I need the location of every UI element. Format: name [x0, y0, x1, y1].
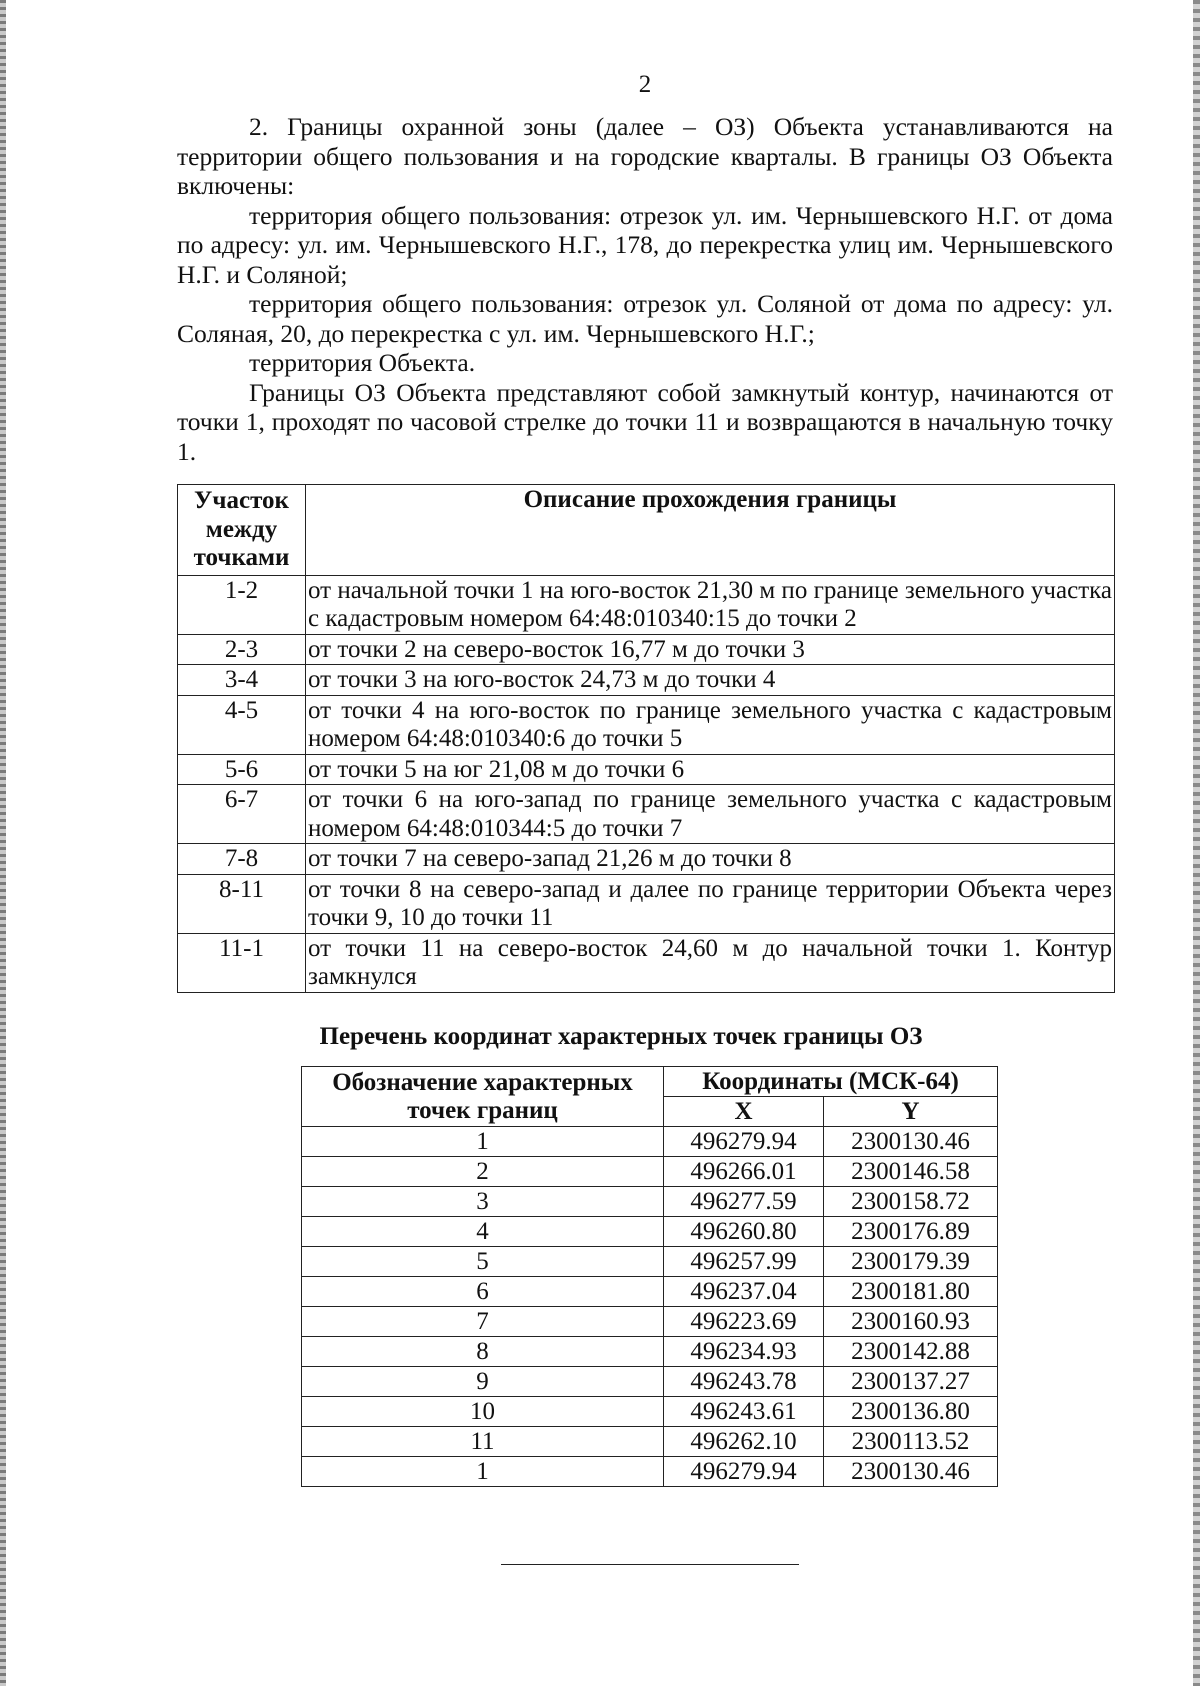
- segment-cell: 7-8: [178, 844, 306, 875]
- x-cell: 496279.94: [664, 1457, 824, 1487]
- table-row: [178, 754, 1115, 785]
- table-header-row: [178, 485, 1115, 576]
- segment-cell: 8-11: [178, 874, 306, 933]
- x-cell: 496262.10: [664, 1427, 824, 1457]
- scan-edge-right: [1193, 0, 1200, 1686]
- description-cell: от точки 7 на северо-запад 21,26 м до точки 8: [306, 844, 1115, 875]
- table-row: [302, 1157, 998, 1187]
- point-cell: 6: [302, 1277, 664, 1307]
- x-cell: 496237.04: [664, 1277, 824, 1307]
- coords-header-row: [302, 1067, 998, 1097]
- y-cell: 2300142.88: [824, 1337, 998, 1367]
- point-cell: 2: [302, 1157, 664, 1187]
- page-number: 2: [638, 71, 652, 98]
- y-cell: 2300160.93: [824, 1307, 998, 1337]
- point-cell: 7: [302, 1307, 664, 1337]
- header-segment: [178, 485, 306, 576]
- table-row: [178, 785, 1115, 844]
- paragraph: Границы ОЗ Объекта представляют собой замкнутый контур, начинаются от точки 1, проходят по часовой стрелке до точки 11 и возвращаются в начальную точку 1.: [177, 377, 1113, 466]
- header-x: X: [664, 1097, 824, 1127]
- end-divider-line: [501, 1564, 799, 1565]
- paragraph: 2. Границы охранной зоны (далее – ОЗ) Объекта устанавливаются на территории общего пользования и на городские кварталы. В границы ОЗ Объекта включены:: [177, 112, 1113, 200]
- point-cell: 10: [302, 1397, 664, 1427]
- description-cell: от точки 11 на северо-восток 24,60 м до начальной точки 1. Контур замкнулся: [306, 933, 1115, 992]
- table-row: [302, 1427, 998, 1457]
- header-segment-label: Участок между точками: [193, 487, 290, 571]
- y-cell: 2300130.46: [824, 1457, 998, 1487]
- description-cell: от точки 8 на северо-запад и далее по границе территории Объекта через точки 9, 10 до точки 11: [306, 874, 1115, 933]
- segment-cell: 11-1: [178, 933, 306, 992]
- x-cell: 496223.69: [664, 1307, 824, 1337]
- x-cell: 496266.01: [664, 1157, 824, 1187]
- x-cell: 496279.94: [664, 1127, 824, 1157]
- x-cell: 496243.78: [664, 1367, 824, 1397]
- scan-edge-left: [0, 0, 6, 1686]
- table-row: [178, 665, 1115, 696]
- y-cell: 2300176.89: [824, 1217, 998, 1247]
- segment-cell: 3-4: [178, 665, 306, 696]
- point-cell: 3: [302, 1187, 664, 1217]
- header-coordinates: Координаты (МСК-64): [664, 1067, 998, 1097]
- x-cell: 496277.59: [664, 1187, 824, 1217]
- y-cell: 2300181.80: [824, 1277, 998, 1307]
- table-row: [178, 933, 1115, 992]
- table-row: [302, 1247, 998, 1277]
- description-cell: от точки 2 на северо-восток 16,77 м до точки 3: [306, 634, 1115, 665]
- table-row: [302, 1187, 998, 1217]
- coords-rows: [302, 1127, 998, 1487]
- table-row: [302, 1277, 998, 1307]
- segment-cell: 5-6: [178, 754, 306, 785]
- table-row: [178, 634, 1115, 665]
- table-row: [302, 1457, 998, 1487]
- table-row: [302, 1307, 998, 1337]
- description-cell: от точки 5 на юг 21,08 м до точки 6: [306, 754, 1115, 785]
- segment-cell: 6-7: [178, 785, 306, 844]
- description-cell: от начальной точки 1 на юго-восток 21,30 м по границе земельного участка с кадастровым номером 64:48:010340:15 до точки 2: [306, 575, 1115, 634]
- table-row: [178, 874, 1115, 933]
- point-cell: 9: [302, 1367, 664, 1397]
- table-row: [302, 1337, 998, 1367]
- table-row: [302, 1127, 998, 1157]
- segment-cell: 1-2: [178, 575, 306, 634]
- header-y: Y: [824, 1097, 998, 1127]
- table-row: [302, 1367, 998, 1397]
- y-cell: 2300136.80: [824, 1397, 998, 1427]
- segment-cell: 4-5: [178, 695, 306, 754]
- coordinates-table: [301, 1066, 998, 1487]
- x-cell: 496257.99: [664, 1247, 824, 1277]
- y-cell: 2300113.52: [824, 1427, 998, 1457]
- y-cell: 2300179.39: [824, 1247, 998, 1277]
- x-cell: 496260.80: [664, 1217, 824, 1247]
- description-cell: от точки 4 на юго-восток по границе земельного участка с кадастровым номером 64:48:010340:6 до точки 5: [306, 695, 1115, 754]
- y-cell: 2300130.46: [824, 1127, 998, 1157]
- x-cell: 496243.61: [664, 1397, 824, 1427]
- table-row: [302, 1397, 998, 1427]
- body-text: [177, 112, 1113, 466]
- table-row: [178, 844, 1115, 875]
- header-description-label: Описание прохождения границы: [523, 486, 897, 513]
- y-cell: 2300137.27: [824, 1367, 998, 1397]
- table-row: [178, 575, 1115, 634]
- y-cell: 2300158.72: [824, 1187, 998, 1217]
- header-point-designation: Обозначение характерных точек границ: [302, 1067, 664, 1127]
- description-cell: от точки 6 на юго-запад по границе земельного участка с кадастровым номером 64:48:010344:5 до точки 7: [306, 785, 1115, 844]
- boundary-rows: [178, 575, 1115, 992]
- segment-cell: 2-3: [178, 634, 306, 665]
- boundary-description-table: [177, 484, 1115, 993]
- point-cell: 4: [302, 1217, 664, 1247]
- x-cell: 496234.93: [664, 1337, 824, 1367]
- point-cell: 11: [302, 1427, 664, 1457]
- point-cell: 1: [302, 1127, 664, 1157]
- point-cell: 8: [302, 1337, 664, 1367]
- coords-title-text: Перечень координат характерных точек границы ОЗ: [319, 1023, 923, 1050]
- point-cell: 5: [302, 1247, 664, 1277]
- paragraph: территория Объекта.: [249, 348, 476, 377]
- coords-title: [177, 1022, 1113, 1052]
- point-cell: 1: [302, 1457, 664, 1487]
- y-cell: 2300146.58: [824, 1157, 998, 1187]
- header-description: [306, 485, 1115, 576]
- paragraph: территория общего пользования: отрезок ул. им. Чернышевского Н.Г. от дома по адресу: ул. им. Чернышевского Н.Г., 178, до перекрестка улиц им. Чернышевского Н.Г. и Соляной;: [177, 200, 1113, 289]
- table-row: [178, 695, 1115, 754]
- table-row: [302, 1217, 998, 1247]
- paragraph: территория общего пользования: отрезок ул. Соляной от дома по адресу: ул. Соляная, 20, до перекрестка с ул. им. Чернышевского Н.Г.;: [177, 289, 1113, 348]
- description-cell: от точки 3 на юго-восток 24,73 м до точки 4: [306, 665, 1115, 696]
